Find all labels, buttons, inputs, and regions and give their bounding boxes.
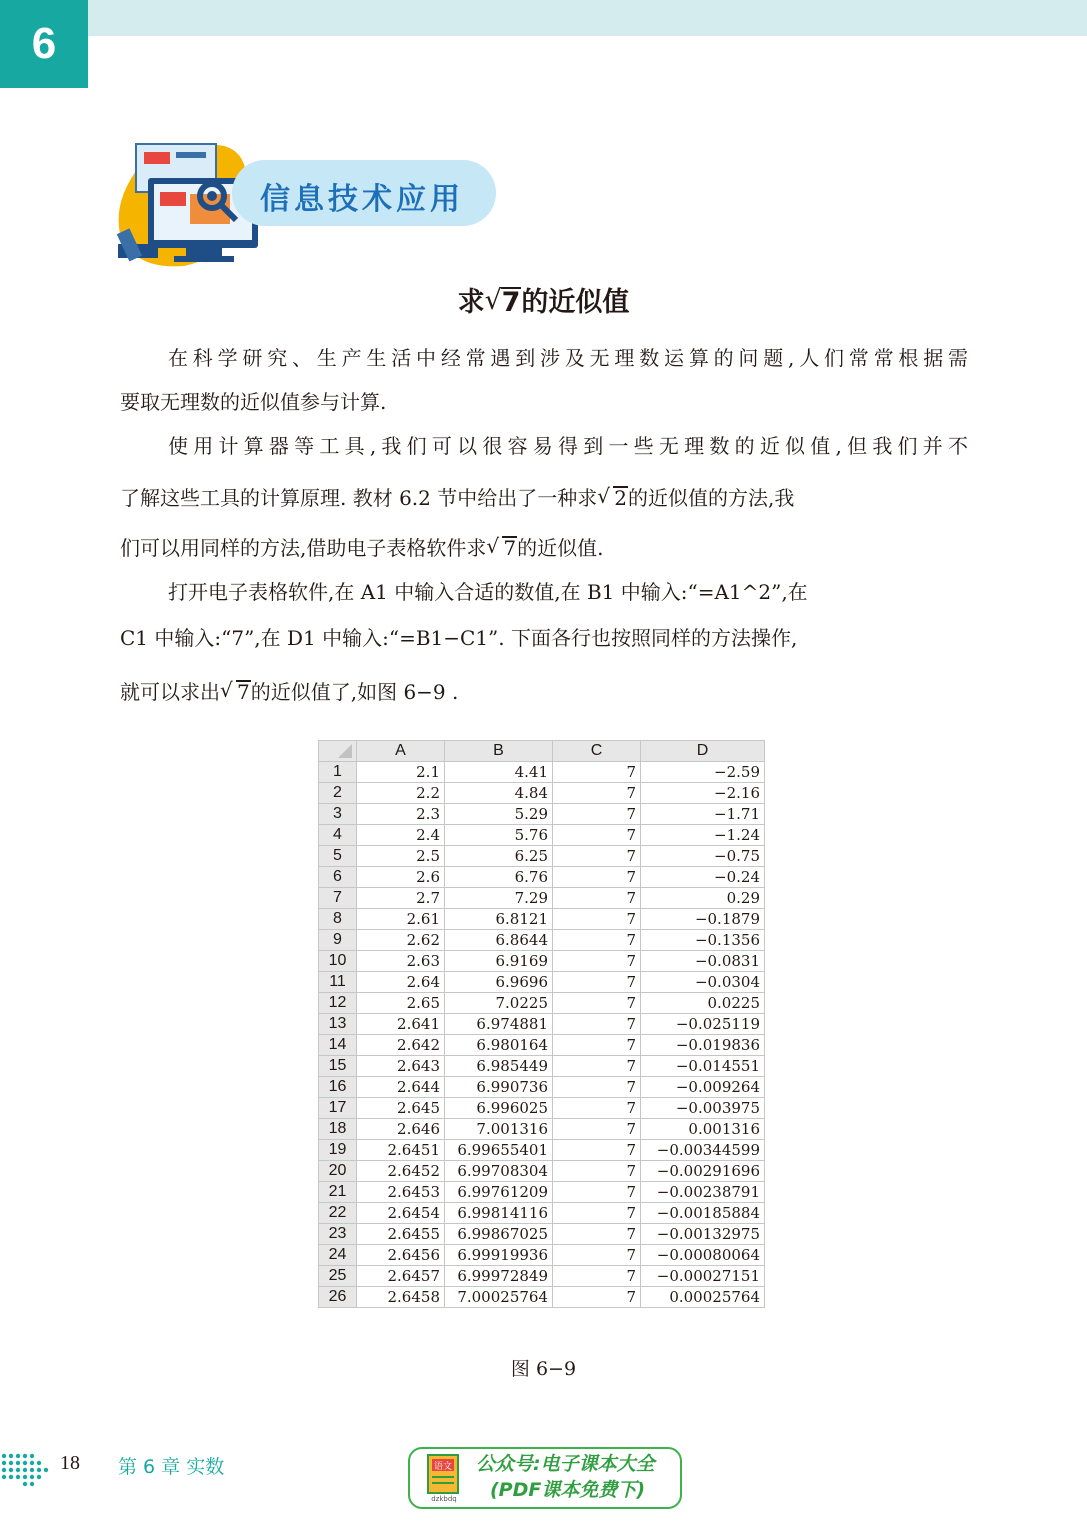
row-header: 25 xyxy=(319,1266,357,1287)
row-header: 10 xyxy=(319,951,357,972)
table-cell: 7 xyxy=(553,1245,641,1266)
table-cell: 2.6451 xyxy=(357,1140,445,1161)
table-cell: −0.00185884 xyxy=(641,1203,765,1224)
table-cell: 7 xyxy=(553,1224,641,1245)
table-cell: 2.645 xyxy=(357,1098,445,1119)
table-cell: 7 xyxy=(553,951,641,972)
table-cell: 2.642 xyxy=(357,1035,445,1056)
table-cell: 2.641 xyxy=(357,1014,445,1035)
row-header: 16 xyxy=(319,1077,357,1098)
figure-caption: 图 6−9 xyxy=(510,1358,577,1380)
select-all-corner xyxy=(319,741,357,762)
dot-pattern-icon xyxy=(0,1450,52,1490)
row-header: 22 xyxy=(319,1203,357,1224)
table-cell: −0.1356 xyxy=(641,930,765,951)
table-cell: 2.6454 xyxy=(357,1203,445,1224)
row-header: 6 xyxy=(319,867,357,888)
table-cell: 7 xyxy=(553,909,641,930)
table-cell: 7.00025764 xyxy=(445,1287,553,1308)
table-cell: −2.59 xyxy=(641,762,765,783)
table-cell: 2.643 xyxy=(357,1056,445,1077)
table-cell: 0.00025764 xyxy=(641,1287,765,1308)
sqrt-symbol: √ 2 xyxy=(613,486,628,509)
row-header: 19 xyxy=(319,1140,357,1161)
row-header: 23 xyxy=(319,1224,357,1245)
table-row xyxy=(319,1014,765,1035)
row-header: 3 xyxy=(319,804,357,825)
row-header: 8 xyxy=(319,909,357,930)
table-cell: 7 xyxy=(553,1014,641,1035)
table-cell: 7 xyxy=(553,1119,641,1140)
table-cell: 2.7 xyxy=(357,888,445,909)
table-row xyxy=(319,846,765,867)
table-cell: 2.6 xyxy=(357,867,445,888)
table-cell: 2.6456 xyxy=(357,1245,445,1266)
column-header: D xyxy=(641,741,765,762)
table-cell: −0.00027151 xyxy=(641,1266,765,1287)
table-cell: 2.65 xyxy=(357,993,445,1014)
table-cell: 7 xyxy=(553,1182,641,1203)
svg-text:语文: 语文 xyxy=(433,1462,453,1472)
table-cell: 6.8644 xyxy=(445,930,553,951)
table-row xyxy=(319,1245,765,1266)
corner-triangle-icon xyxy=(338,744,352,758)
table-row xyxy=(319,1056,765,1077)
row-header: 13 xyxy=(319,1014,357,1035)
table-cell: 2.64 xyxy=(357,972,445,993)
table-cell: 7 xyxy=(553,1098,641,1119)
table-row xyxy=(319,1140,765,1161)
table-row xyxy=(319,804,765,825)
row-header: 18 xyxy=(319,1119,357,1140)
table-cell: 2.6452 xyxy=(357,1161,445,1182)
column-header: C xyxy=(553,741,641,762)
text-line: 使用计算器等工具,我们可以很容易得到一些无理数的近似值,但我们并不 xyxy=(168,434,968,458)
book-icon xyxy=(422,1451,470,1503)
table-cell: 2.6458 xyxy=(357,1287,445,1308)
row-header: 5 xyxy=(319,846,357,867)
table-cell: 7 xyxy=(553,867,641,888)
table-cell: 2.6453 xyxy=(357,1182,445,1203)
table-cell: −0.009264 xyxy=(641,1077,765,1098)
row-header: 12 xyxy=(319,993,357,1014)
row-header: 15 xyxy=(319,1056,357,1077)
table-row xyxy=(319,930,765,951)
sqrt-symbol: √ 7 xyxy=(236,680,251,703)
row-header: 14 xyxy=(319,1035,357,1056)
table-cell: 6.99867025 xyxy=(445,1224,553,1245)
table-cell: 7 xyxy=(553,930,641,951)
table-cell: 7 xyxy=(553,846,641,867)
table-row xyxy=(319,762,765,783)
table-cell: −0.003975 xyxy=(641,1098,765,1119)
table-row xyxy=(319,888,765,909)
table-cell: 6.76 xyxy=(445,867,553,888)
row-header: 1 xyxy=(319,762,357,783)
table-cell: −1.71 xyxy=(641,804,765,825)
table-row xyxy=(319,1077,765,1098)
svg-text:dzkbdq: dzkbdq xyxy=(431,1495,457,1503)
table-cell: −1.24 xyxy=(641,825,765,846)
sqrt-symbol: √ 7 xyxy=(501,287,522,317)
table-cell: 7 xyxy=(553,762,641,783)
table-cell: 6.996025 xyxy=(445,1098,553,1119)
chapter-label: 第 6 章 实数 xyxy=(118,1456,225,1478)
table-cell: 2.6455 xyxy=(357,1224,445,1245)
table-cell: 4.84 xyxy=(445,783,553,804)
table-cell: 7 xyxy=(553,1035,641,1056)
table-cell: 6.980164 xyxy=(445,1035,553,1056)
row-header: 21 xyxy=(319,1182,357,1203)
table-cell: −0.019836 xyxy=(641,1035,765,1056)
spreadsheet-figure xyxy=(318,740,765,1308)
table-cell: −0.00238791 xyxy=(641,1182,765,1203)
column-header: A xyxy=(357,741,445,762)
table-cell: 7.0225 xyxy=(445,993,553,1014)
top-header-band xyxy=(88,0,1087,36)
sqrt-symbol: √ 7 xyxy=(502,536,517,559)
table-cell: 2.62 xyxy=(357,930,445,951)
table-cell: −0.24 xyxy=(641,867,765,888)
table-cell: 5.76 xyxy=(445,825,553,846)
row-header: 20 xyxy=(319,1161,357,1182)
page-number: 18 xyxy=(60,1452,80,1474)
watermark-text: 公众号:电子课本大全 (PDF课本免费下) xyxy=(476,1453,655,1501)
table-cell: 7 xyxy=(553,1056,641,1077)
text-line: C1 中输入:“7”,在 D1 中输入:“=B1−C1”. 下面各行也按照同样的方法操作, xyxy=(120,626,798,650)
table-row xyxy=(319,1035,765,1056)
table-cell: −0.00291696 xyxy=(641,1161,765,1182)
table-cell: 2.63 xyxy=(357,951,445,972)
table-cell: 6.9169 xyxy=(445,951,553,972)
table-cell: 7 xyxy=(553,993,641,1014)
table-row xyxy=(319,1119,765,1140)
row-header: 17 xyxy=(319,1098,357,1119)
table-cell: 2.1 xyxy=(357,762,445,783)
table-cell: −0.0304 xyxy=(641,972,765,993)
table-cell: 7.29 xyxy=(445,888,553,909)
text-line: 了解这些工具的计算原理. 教材 6.2 节中给出了一种求√ 2的近似值的方法,我 xyxy=(120,486,794,509)
table-row xyxy=(319,1098,765,1119)
table-cell: 5.29 xyxy=(445,804,553,825)
table-cell: 4.41 xyxy=(445,762,553,783)
text-line: 们可以用同样的方法,借助电子表格软件求√ 7的近似值. xyxy=(120,536,603,559)
table-cell: 6.99655401 xyxy=(445,1140,553,1161)
banner-title: 信息技术应用 xyxy=(260,182,464,217)
table-row xyxy=(319,783,765,804)
table-cell: 2.3 xyxy=(357,804,445,825)
table-cell: 2.2 xyxy=(357,783,445,804)
table-cell: 6.8121 xyxy=(445,909,553,930)
row-header: 24 xyxy=(319,1245,357,1266)
table-cell: −0.00344599 xyxy=(641,1140,765,1161)
table-cell: 2.4 xyxy=(357,825,445,846)
table-cell: 6.99708304 xyxy=(445,1161,553,1182)
table-cell: 7 xyxy=(553,972,641,993)
table-cell: −0.0831 xyxy=(641,951,765,972)
table-cell: 2.646 xyxy=(357,1119,445,1140)
table-cell: −0.00132975 xyxy=(641,1224,765,1245)
table-cell: 7 xyxy=(553,888,641,909)
info-tech-banner xyxy=(114,134,498,270)
table-row xyxy=(319,825,765,846)
table-cell: 0.0225 xyxy=(641,993,765,1014)
table-cell: 7 xyxy=(553,804,641,825)
table-cell: 6.990736 xyxy=(445,1077,553,1098)
row-header: 4 xyxy=(319,825,357,846)
table-cell: 7 xyxy=(553,783,641,804)
table-cell: 6.9696 xyxy=(445,972,553,993)
table-cell: 0.001316 xyxy=(641,1119,765,1140)
table-cell: 2.644 xyxy=(357,1077,445,1098)
table-cell: 7 xyxy=(553,1203,641,1224)
row-header: 11 xyxy=(319,972,357,993)
table-row xyxy=(319,1161,765,1182)
column-header-row xyxy=(319,741,765,762)
table-cell: −0.00080064 xyxy=(641,1245,765,1266)
table-cell: 7 xyxy=(553,1140,641,1161)
table-cell: 7 xyxy=(553,1161,641,1182)
chapter-number-tab: 6 xyxy=(0,0,88,88)
table-cell: 7 xyxy=(553,1266,641,1287)
table-cell: −0.75 xyxy=(641,846,765,867)
table-cell: 7.001316 xyxy=(445,1119,553,1140)
text-line: 在科学研究、生产生活中经常遇到涉及无理数运算的问题,人们常常根据需 xyxy=(168,346,968,370)
table-cell: −2.16 xyxy=(641,783,765,804)
table-cell: −0.1879 xyxy=(641,909,765,930)
table-cell: 7 xyxy=(553,1287,641,1308)
table-row xyxy=(319,972,765,993)
section-title: 求√ 7的近似值 xyxy=(0,280,1087,319)
table-cell: 6.25 xyxy=(445,846,553,867)
table-cell: 6.985449 xyxy=(445,1056,553,1077)
table-cell: 7 xyxy=(553,1077,641,1098)
row-header: 26 xyxy=(319,1287,357,1308)
table-row xyxy=(319,1224,765,1245)
table-cell: 6.99761209 xyxy=(445,1182,553,1203)
table-row xyxy=(319,1287,765,1308)
table-row xyxy=(319,1182,765,1203)
table-row xyxy=(319,1266,765,1287)
table-cell: 6.99972849 xyxy=(445,1266,553,1287)
table-cell: 6.99919936 xyxy=(445,1245,553,1266)
column-header: B xyxy=(445,741,553,762)
table-cell: 2.5 xyxy=(357,846,445,867)
table-row xyxy=(319,867,765,888)
table-row xyxy=(319,1203,765,1224)
watermark-badge xyxy=(408,1447,682,1509)
row-header: 7 xyxy=(319,888,357,909)
row-header: 9 xyxy=(319,930,357,951)
table-cell: 6.99814116 xyxy=(445,1203,553,1224)
table-row xyxy=(319,951,765,972)
text-line: 就可以求出√ 7的近似值了,如图 6−9 . xyxy=(120,680,458,703)
row-header: 2 xyxy=(319,783,357,804)
text-line: 打开电子表格软件,在 A1 中输入合适的数值,在 B1 中输入:“=A1^2”,在 xyxy=(168,580,808,604)
table-cell: 7 xyxy=(553,825,641,846)
text-line: 要取无理数的近似值参与计算. xyxy=(120,390,387,414)
table-row xyxy=(319,909,765,930)
table-row xyxy=(319,993,765,1014)
table-cell: 2.6457 xyxy=(357,1266,445,1287)
table-cell: −0.025119 xyxy=(641,1014,765,1035)
table-cell: 2.61 xyxy=(357,909,445,930)
table-cell: 6.974881 xyxy=(445,1014,553,1035)
table-cell: −0.014551 xyxy=(641,1056,765,1077)
table-cell: 0.29 xyxy=(641,888,765,909)
